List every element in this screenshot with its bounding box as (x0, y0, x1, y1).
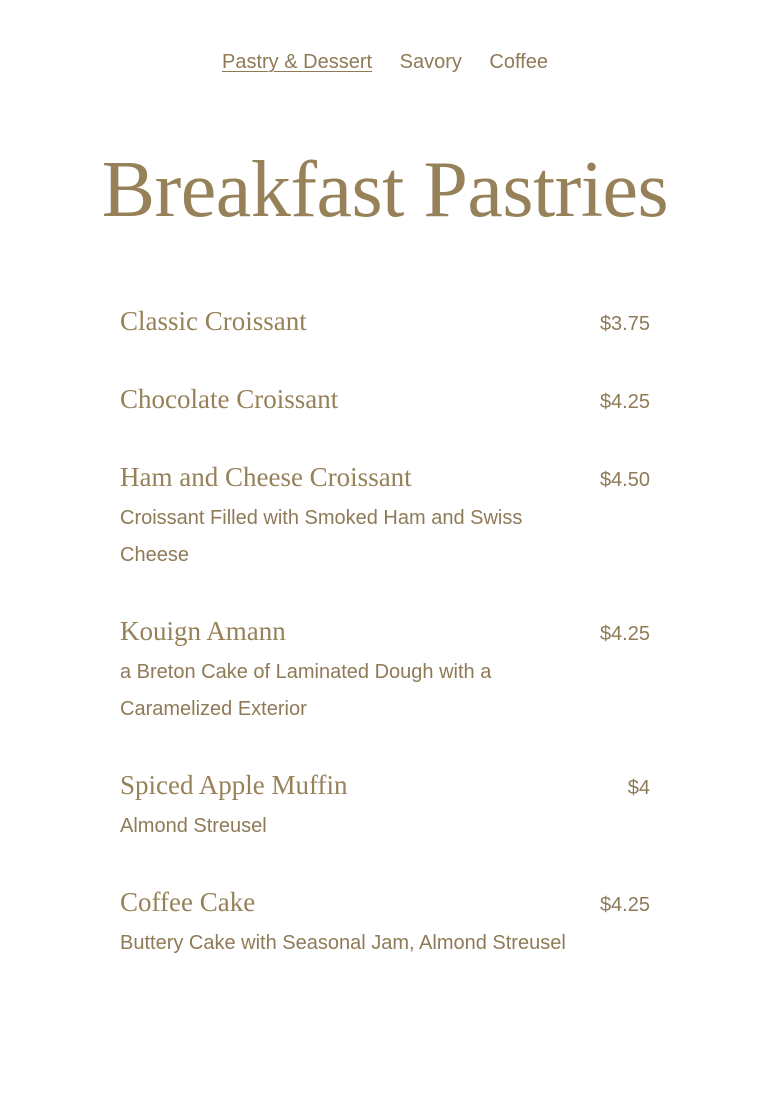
menu-item-name: Ham and Cheese Croissant (120, 462, 412, 492)
menu-item-header (120, 614, 650, 652)
menu-item-price: $4.50 (599, 469, 650, 491)
menu-item-header (120, 768, 650, 806)
menu-item-header (120, 885, 650, 923)
menu-item (120, 304, 650, 342)
menu-item-name: Classic Croissant (120, 306, 307, 336)
menu-item (120, 382, 650, 420)
page-title: Breakfast Pastries (101, 146, 669, 234)
menu-item-price: $3.75 (599, 313, 650, 335)
nav-link-savory[interactable]: Savory (399, 51, 462, 73)
menu-item (120, 614, 650, 728)
menu-item (120, 460, 650, 574)
menu-item-description: Almond Streusel (120, 815, 267, 837)
nav-link-pastry-dessert[interactable]: Pastry & Dessert (222, 51, 373, 73)
menu-item-description: Buttery Cake with Seasonal Jam, Almond Streusel (120, 932, 566, 954)
menu-item-price: $4.25 (599, 623, 650, 645)
menu-item-header (120, 460, 650, 498)
menu-item-header (120, 304, 650, 342)
menu-item-name: Kouign Amann (120, 616, 286, 646)
menu-item-header (120, 382, 650, 420)
menu-item-price: $4.25 (599, 894, 650, 916)
menu-item-name: Spiced Apple Muffin (120, 770, 348, 800)
menu-item-name: Chocolate Croissant (120, 384, 339, 414)
menu-item-description: Croissant Filled with Smoked Ham and Swiss Cheese (120, 507, 523, 566)
menu-list (120, 304, 650, 1002)
menu-item-description: a Breton Cake of Laminated Dough with a Caramelized Exterior (120, 661, 492, 720)
menu-item (120, 885, 650, 962)
menu-item-name: Coffee Cake (120, 887, 256, 917)
menu-item (120, 768, 650, 845)
menu-item-price: $4 (627, 777, 650, 799)
nav-link-coffee[interactable]: Coffee (489, 51, 548, 73)
menu-item-price: $4.25 (599, 391, 650, 413)
category-nav (0, 48, 770, 76)
